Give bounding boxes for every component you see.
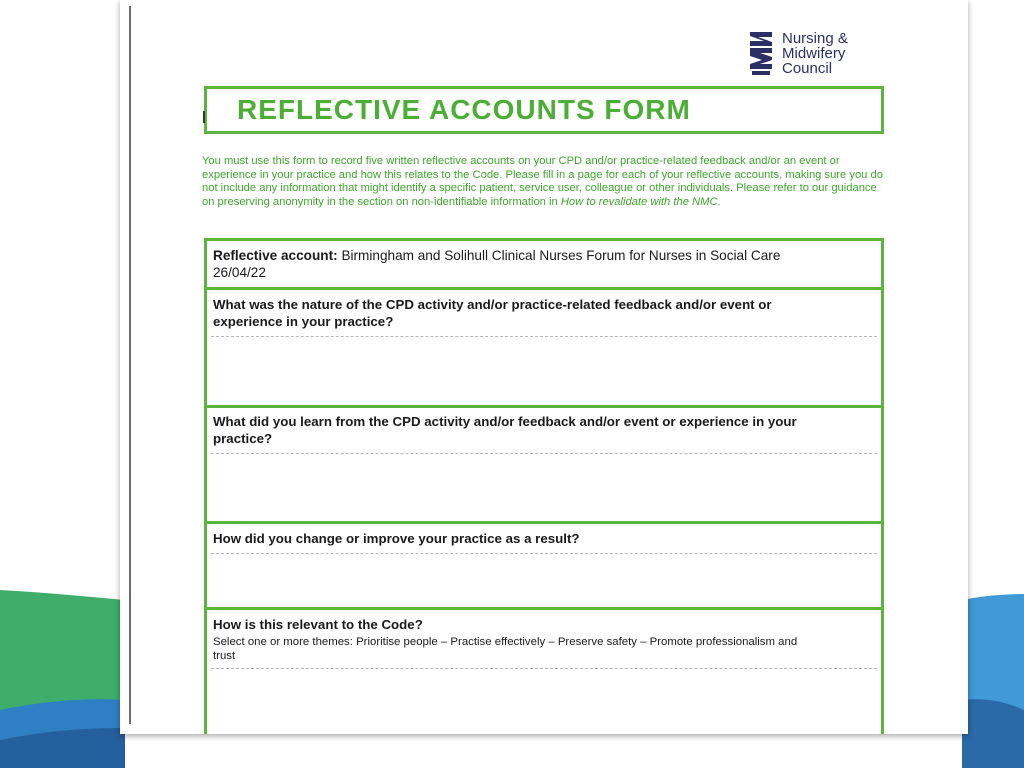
logo-line-1: Nursing & bbox=[782, 29, 848, 47]
reflective-account-value: Birmingham and Solihull Clinical Nurses Forum for Nurses in Social Care 26/04/22 bbox=[213, 248, 781, 280]
section-divider bbox=[207, 521, 881, 524]
logo-line-3: Council bbox=[782, 59, 833, 77]
intro-paragraph bbox=[202, 155, 892, 209]
answer-nature-area[interactable] bbox=[211, 337, 877, 403]
answer-learning-area[interactable] bbox=[211, 454, 877, 520]
answer-code-area[interactable] bbox=[211, 669, 877, 734]
answer-change-area[interactable] bbox=[211, 554, 877, 606]
slide-background-right bbox=[962, 590, 1024, 768]
title-marker bbox=[203, 111, 205, 123]
reflective-form bbox=[204, 238, 884, 734]
section-divider bbox=[207, 607, 881, 610]
nmc-logo bbox=[748, 28, 848, 78]
reflective-account-label: Reflective account: bbox=[213, 248, 338, 263]
nmc-logo-text bbox=[782, 31, 848, 76]
form-title: REFLECTIVE ACCOUNTS FORM bbox=[237, 94, 691, 125]
question-code-relevance: How is this relevant to the Code? bbox=[213, 617, 423, 632]
question-change: How did you change or improve your practice as a result? bbox=[213, 531, 580, 546]
reflective-account-field bbox=[213, 247, 811, 281]
section-divider bbox=[207, 287, 881, 290]
slide-background-left bbox=[0, 590, 125, 768]
question-nature: What was the nature of the CPD activity and/or practice-related feedback and/or event or experience in your practice? bbox=[213, 297, 772, 329]
nmc-logo-icon bbox=[748, 30, 774, 76]
question-learning: What did you learn from the CPD activity and/or feedback and/or event or experience in your practice? bbox=[213, 414, 797, 446]
intro-text: You must use this form to record five written reflective accounts on your CPD and/or practice-related feedback and/or an event or experience in your practice and how this relates to the Code. Please fill in a page for each of your reflective accounts, making sure you do not include any information that might identify a specific patient, service user, colleague or other individuals. Please refer to our guidance on preserving anonymity in the section on non-identifiable information in bbox=[202, 155, 883, 208]
logo-line-2: Midwifery bbox=[782, 44, 846, 62]
intro-end: . bbox=[717, 195, 721, 208]
page-edge-line bbox=[129, 6, 131, 724]
document-page bbox=[120, 0, 968, 734]
intro-link-text: How to revalidate with the NMC bbox=[560, 195, 718, 208]
form-title-box bbox=[204, 86, 884, 134]
code-themes-hint: Select one or more themes: Prioritise people – Practise effectively – Preserve safety – Promote professionalism and trust bbox=[213, 636, 798, 662]
section-divider bbox=[207, 405, 881, 408]
